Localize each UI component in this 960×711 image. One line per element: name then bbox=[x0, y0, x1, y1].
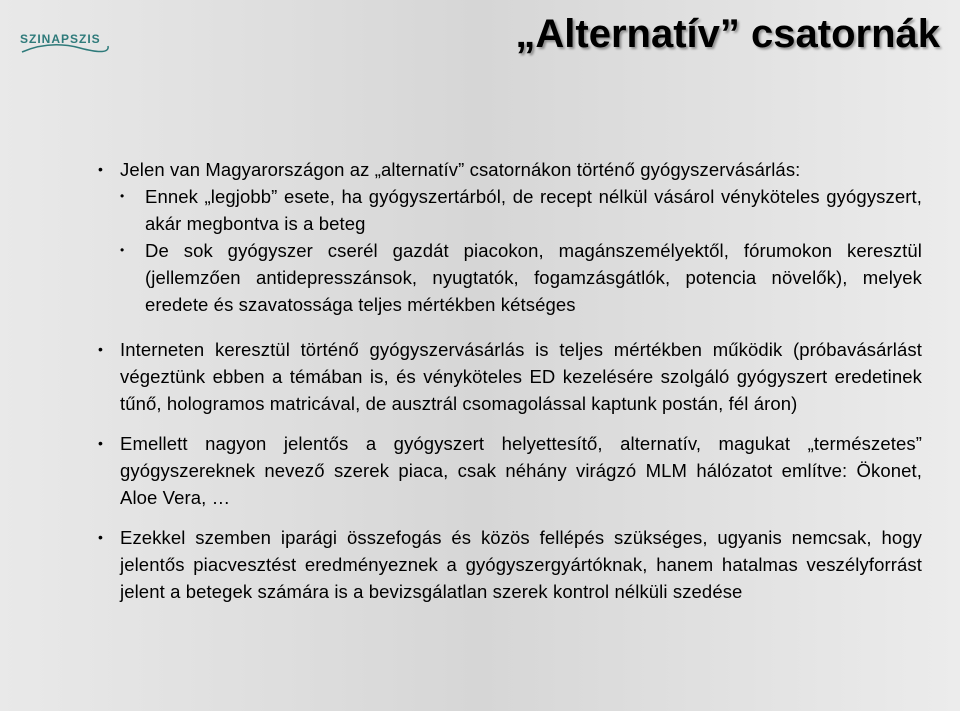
bullet-item bbox=[98, 524, 922, 605]
logo-text: SZINAPSZIS bbox=[20, 32, 101, 46]
szinapszis-logo bbox=[20, 28, 110, 58]
slide-content bbox=[98, 156, 922, 605]
bullet-icon: • bbox=[98, 341, 103, 357]
bullet-icon: • bbox=[98, 161, 103, 177]
bullet-item bbox=[98, 156, 922, 183]
sub-bullet-icon: • bbox=[120, 243, 125, 257]
bullet-text: Ezekkel szemben iparági összefogás és közös fellépés szükséges, ugyanis nemcsak, hogy jelentős piacvesztést eredményeznek a gyógyszergyártóknak, hanem hatalmas veszélyforrást jelent a betegek számára is a bevizsgálatlan szerek kontrol nélküli szedése bbox=[120, 527, 922, 602]
sub-bullet-list bbox=[98, 183, 922, 318]
page-title: „Alternatív” csatornák bbox=[515, 12, 940, 56]
bullet-text: Jelen van Magyarországon az „alternatív” csatornákon történő gyógyszervásárlás: bbox=[120, 159, 801, 180]
sub-bullet-icon: • bbox=[120, 189, 125, 203]
sub-bullet-item bbox=[120, 183, 922, 237]
bullet-text: Emellett nagyon jelentős a gyógyszert helyettesítő, alternatív, magukat „természetes” gyógyszereknek nevező szerek piaca, csak néhány virágzó MLM hálózatot említve: Ökonet, Aloe Vera, … bbox=[120, 433, 922, 508]
bullet-item bbox=[98, 336, 922, 417]
sub-bullet-item bbox=[120, 237, 922, 318]
bullet-text: Interneten keresztül történő gyógyszervásárlás is teljes mértékben működik (próbavásárlást végeztünk ebben a témában is, és vényköteles ED kezelésére szolgáló gyógyszert eredetinek tűnő, hologramos matricával, de ausztrál csomagolással kaptunk postán, fél áron) bbox=[120, 339, 922, 414]
bullet-icon: • bbox=[98, 435, 103, 451]
bullet-icon: • bbox=[98, 529, 103, 545]
sub-bullet-text: Ennek „legjobb” esete, ha gyógyszertárból, de recept nélkül vásárol vényköteles gyógyszert, akár megbontva is a beteg bbox=[145, 186, 922, 234]
bullet-item bbox=[98, 430, 922, 511]
sub-bullet-text: De sok gyógyszer cserél gazdát piacokon, magánszemélyektől, fórumokon keresztül (jellemzően antidepresszánsok, nyugtatók, fogamzásgátlók, potencia növelők), melyek eredete és szavatossága teljes mértékben kétséges bbox=[145, 240, 922, 315]
